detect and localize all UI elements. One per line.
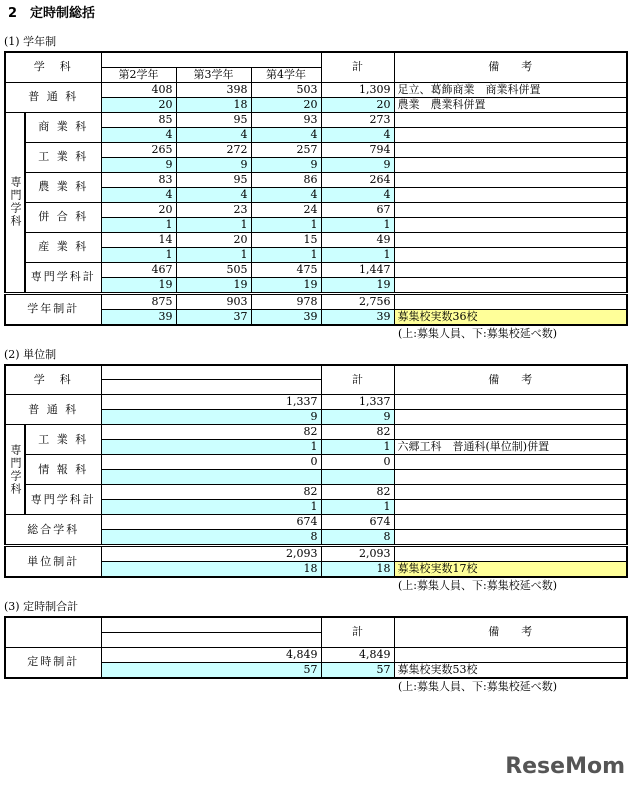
table-cell <box>101 470 321 485</box>
table-cell: 37 <box>176 309 251 325</box>
table-cell: 95 <box>176 112 251 127</box>
table-row <box>5 262 627 277</box>
table-cell: 9 <box>321 157 394 172</box>
table-cell: 1 <box>251 247 321 262</box>
table-cell: 39 <box>101 309 176 325</box>
page-title: 2 定時制総括 <box>8 6 96 21</box>
table-cell <box>394 546 627 562</box>
table-cell: 20 <box>101 97 176 112</box>
table-cell: 単位制計 <box>5 546 101 578</box>
table-cell: 49 <box>321 232 394 247</box>
table-cell: 専門学科 <box>5 425 25 515</box>
table-cell: 4 <box>176 187 251 202</box>
table-cell: 2,756 <box>321 293 394 309</box>
part-time-total-table <box>4 616 628 679</box>
table-cell: 専門学科計 <box>25 262 101 293</box>
table-cell: 普 通 科 <box>5 395 101 425</box>
table-cell <box>394 515 627 530</box>
resemom-logo: ReseMom <box>505 754 625 779</box>
table-cell: 9 <box>176 157 251 172</box>
table-cell: 1,447 <box>321 262 394 277</box>
table-cell <box>321 470 394 485</box>
table-cell: 0 <box>321 455 394 470</box>
table-cell: 備 考 <box>394 617 627 647</box>
table-cell: 503 <box>251 82 321 97</box>
table-cell <box>394 202 627 217</box>
table-cell: 674 <box>321 515 394 530</box>
table-cell <box>5 617 101 647</box>
table-cell <box>394 530 627 546</box>
table-cell: 9 <box>101 410 321 425</box>
table-cell <box>394 277 627 293</box>
table-cell: 93 <box>251 112 321 127</box>
table-cell: 併 合 科 <box>25 202 101 232</box>
table-cell: 募集校実数36校 <box>394 309 627 325</box>
table-cell: 1,337 <box>101 395 321 410</box>
table-note: (上:募集人員、下:募集校延べ数) <box>398 579 557 592</box>
table-cell: 272 <box>176 142 251 157</box>
table-cell: 20 <box>321 97 394 112</box>
table-cell: 9 <box>101 157 176 172</box>
grade-system-table <box>4 51 628 326</box>
table-cell: 875 <box>101 293 176 309</box>
table-cell <box>394 500 627 515</box>
table-cell: 学年制計 <box>5 293 101 325</box>
table-cell: 9 <box>321 410 394 425</box>
table-cell: 学 科 <box>5 52 101 82</box>
header-blank <box>101 52 321 67</box>
table-cell: 95 <box>176 172 251 187</box>
table-cell: 農業 農業科併置 <box>394 97 627 112</box>
table-cell: 1 <box>101 247 176 262</box>
table-cell <box>394 187 627 202</box>
table-cell: 398 <box>176 82 251 97</box>
header-row <box>5 52 627 67</box>
table-cell: 4 <box>251 127 321 142</box>
table-cell: 専門学科 <box>5 112 25 293</box>
table-row <box>5 112 627 127</box>
table-row <box>5 293 627 309</box>
table-cell <box>394 470 627 485</box>
table-cell: 1,337 <box>321 395 394 410</box>
table-row <box>5 202 627 217</box>
table-cell <box>394 410 627 425</box>
table-cell: 1 <box>101 440 321 455</box>
table-cell <box>394 293 627 309</box>
table-cell <box>394 395 627 410</box>
table-cell <box>394 485 627 500</box>
table-cell <box>394 247 627 262</box>
table-cell: 備 考 <box>394 52 627 82</box>
table-cell: 農 業 科 <box>25 172 101 202</box>
table-cell: 57 <box>321 662 394 678</box>
table-row <box>5 485 627 500</box>
table-cell: 備 考 <box>394 365 627 395</box>
header-blank <box>101 632 321 647</box>
table-cell: 903 <box>176 293 251 309</box>
table-cell: 39 <box>321 309 394 325</box>
table-cell: 学 科 <box>5 365 101 395</box>
table-cell: 1 <box>251 217 321 232</box>
table-row <box>5 546 627 562</box>
table-cell: 専門学科計 <box>25 485 101 515</box>
table-cell <box>394 217 627 232</box>
table-cell: 情 報 科 <box>25 455 101 485</box>
table-cell: 19 <box>176 277 251 293</box>
table-cell: 82 <box>321 485 394 500</box>
table-cell: 82 <box>321 425 394 440</box>
section-heading-credit: (2) 単位制 <box>4 347 57 361</box>
table-cell: 18 <box>101 562 321 578</box>
table-cell: 18 <box>176 97 251 112</box>
section-heading-grade: (1) 学年制 <box>4 35 57 48</box>
table-cell: 19 <box>101 277 176 293</box>
table-cell: 4 <box>176 127 251 142</box>
table-cell: 第4学年 <box>251 67 321 82</box>
table-cell: 1 <box>321 500 394 515</box>
table-cell: 1 <box>321 247 394 262</box>
table-cell: 19 <box>251 277 321 293</box>
table-cell: 産 業 科 <box>25 232 101 262</box>
table-cell: 467 <box>101 262 176 277</box>
table-row <box>5 647 627 662</box>
table-cell <box>394 647 627 662</box>
table-cell <box>394 425 627 440</box>
table-cell: 24 <box>251 202 321 217</box>
table-cell: 募集校実数17校 <box>394 562 627 578</box>
table-cell: 2,093 <box>321 546 394 562</box>
table-cell: 4,849 <box>101 647 321 662</box>
table-cell: 4 <box>251 187 321 202</box>
table-row <box>5 172 627 187</box>
table-cell: 475 <box>251 262 321 277</box>
table-cell: 67 <box>321 202 394 217</box>
table-note: (上:募集人員、下:募集校延べ数) <box>398 679 557 693</box>
table-cell: 257 <box>251 142 321 157</box>
table-cell: 505 <box>176 262 251 277</box>
table-cell: 普 通 科 <box>5 82 101 112</box>
table-cell: 1 <box>176 217 251 232</box>
section-heading-total: (3) 定時制合計 <box>4 600 79 613</box>
header-blank <box>101 365 321 380</box>
table-cell: 1,309 <box>321 82 394 97</box>
table-cell <box>394 142 627 157</box>
table-cell: 82 <box>101 485 321 500</box>
table-row <box>5 142 627 157</box>
table-cell <box>394 172 627 187</box>
header-row <box>5 617 627 632</box>
table-cell: 23 <box>176 202 251 217</box>
table-cell: 85 <box>101 112 176 127</box>
table-cell: 273 <box>321 112 394 127</box>
table-cell: 募集校実数53校 <box>394 662 627 678</box>
table-cell: 商 業 科 <box>25 112 101 142</box>
table-cell: 1 <box>101 217 176 232</box>
table-cell: 82 <box>101 425 321 440</box>
table-cell: 足立、葛飾商業 商業科併置 <box>394 82 627 97</box>
table-cell: 工 業 科 <box>25 142 101 172</box>
table-cell: 18 <box>321 562 394 578</box>
table-row <box>5 395 627 410</box>
table-cell: 264 <box>321 172 394 187</box>
table-cell <box>394 455 627 470</box>
table-cell: 第2学年 <box>101 67 176 82</box>
table-cell: 1 <box>176 247 251 262</box>
table-cell: 4,849 <box>321 647 394 662</box>
table-cell <box>394 232 627 247</box>
table-cell: 83 <box>101 172 176 187</box>
header-blank <box>101 617 321 632</box>
table-cell: 4 <box>321 187 394 202</box>
table-cell: 8 <box>101 530 321 546</box>
table-cell <box>394 127 627 142</box>
table-cell: 0 <box>101 455 321 470</box>
table-cell: 第3学年 <box>176 67 251 82</box>
table-cell: 計 <box>321 365 394 395</box>
header-blank <box>101 380 321 395</box>
table-cell: 20 <box>101 202 176 217</box>
table-cell: 4 <box>101 187 176 202</box>
table-cell: 674 <box>101 515 321 530</box>
table-cell: 57 <box>101 662 321 678</box>
table-cell: 20 <box>251 97 321 112</box>
table-cell: 4 <box>101 127 176 142</box>
table-cell <box>394 112 627 127</box>
table-cell <box>394 157 627 172</box>
table-cell: 39 <box>251 309 321 325</box>
table-cell: 86 <box>251 172 321 187</box>
table-note: (上:募集人員、下:募集校延べ数) <box>398 326 557 340</box>
table-cell: 計 <box>321 617 394 647</box>
table-cell: 265 <box>101 142 176 157</box>
table-cell: 1 <box>321 440 394 455</box>
table-row <box>5 425 627 440</box>
table-row <box>5 455 627 470</box>
table-cell: 4 <box>321 127 394 142</box>
table-cell: 計 <box>321 52 394 82</box>
table-cell: 工 業 科 <box>25 425 101 455</box>
table-cell: 19 <box>321 277 394 293</box>
table-cell: 9 <box>251 157 321 172</box>
table-cell: 定時制計 <box>5 647 101 678</box>
table-cell: 794 <box>321 142 394 157</box>
table-cell: 408 <box>101 82 176 97</box>
table-row <box>5 232 627 247</box>
table-cell: 1 <box>101 500 321 515</box>
table-cell: 2,093 <box>101 546 321 562</box>
table-cell <box>394 262 627 277</box>
credit-system-table <box>4 364 628 579</box>
table-cell: 1 <box>321 217 394 232</box>
table-cell: 六郷工科 普通科(単位制)併置 <box>394 440 627 455</box>
table-cell: 20 <box>176 232 251 247</box>
table-cell: 978 <box>251 293 321 309</box>
header-row <box>5 365 627 380</box>
table-cell: 15 <box>251 232 321 247</box>
table-cell: 14 <box>101 232 176 247</box>
table-cell: 8 <box>321 530 394 546</box>
table-row <box>5 82 627 97</box>
table-cell: 総合学科 <box>5 515 101 546</box>
table-row <box>5 515 627 530</box>
